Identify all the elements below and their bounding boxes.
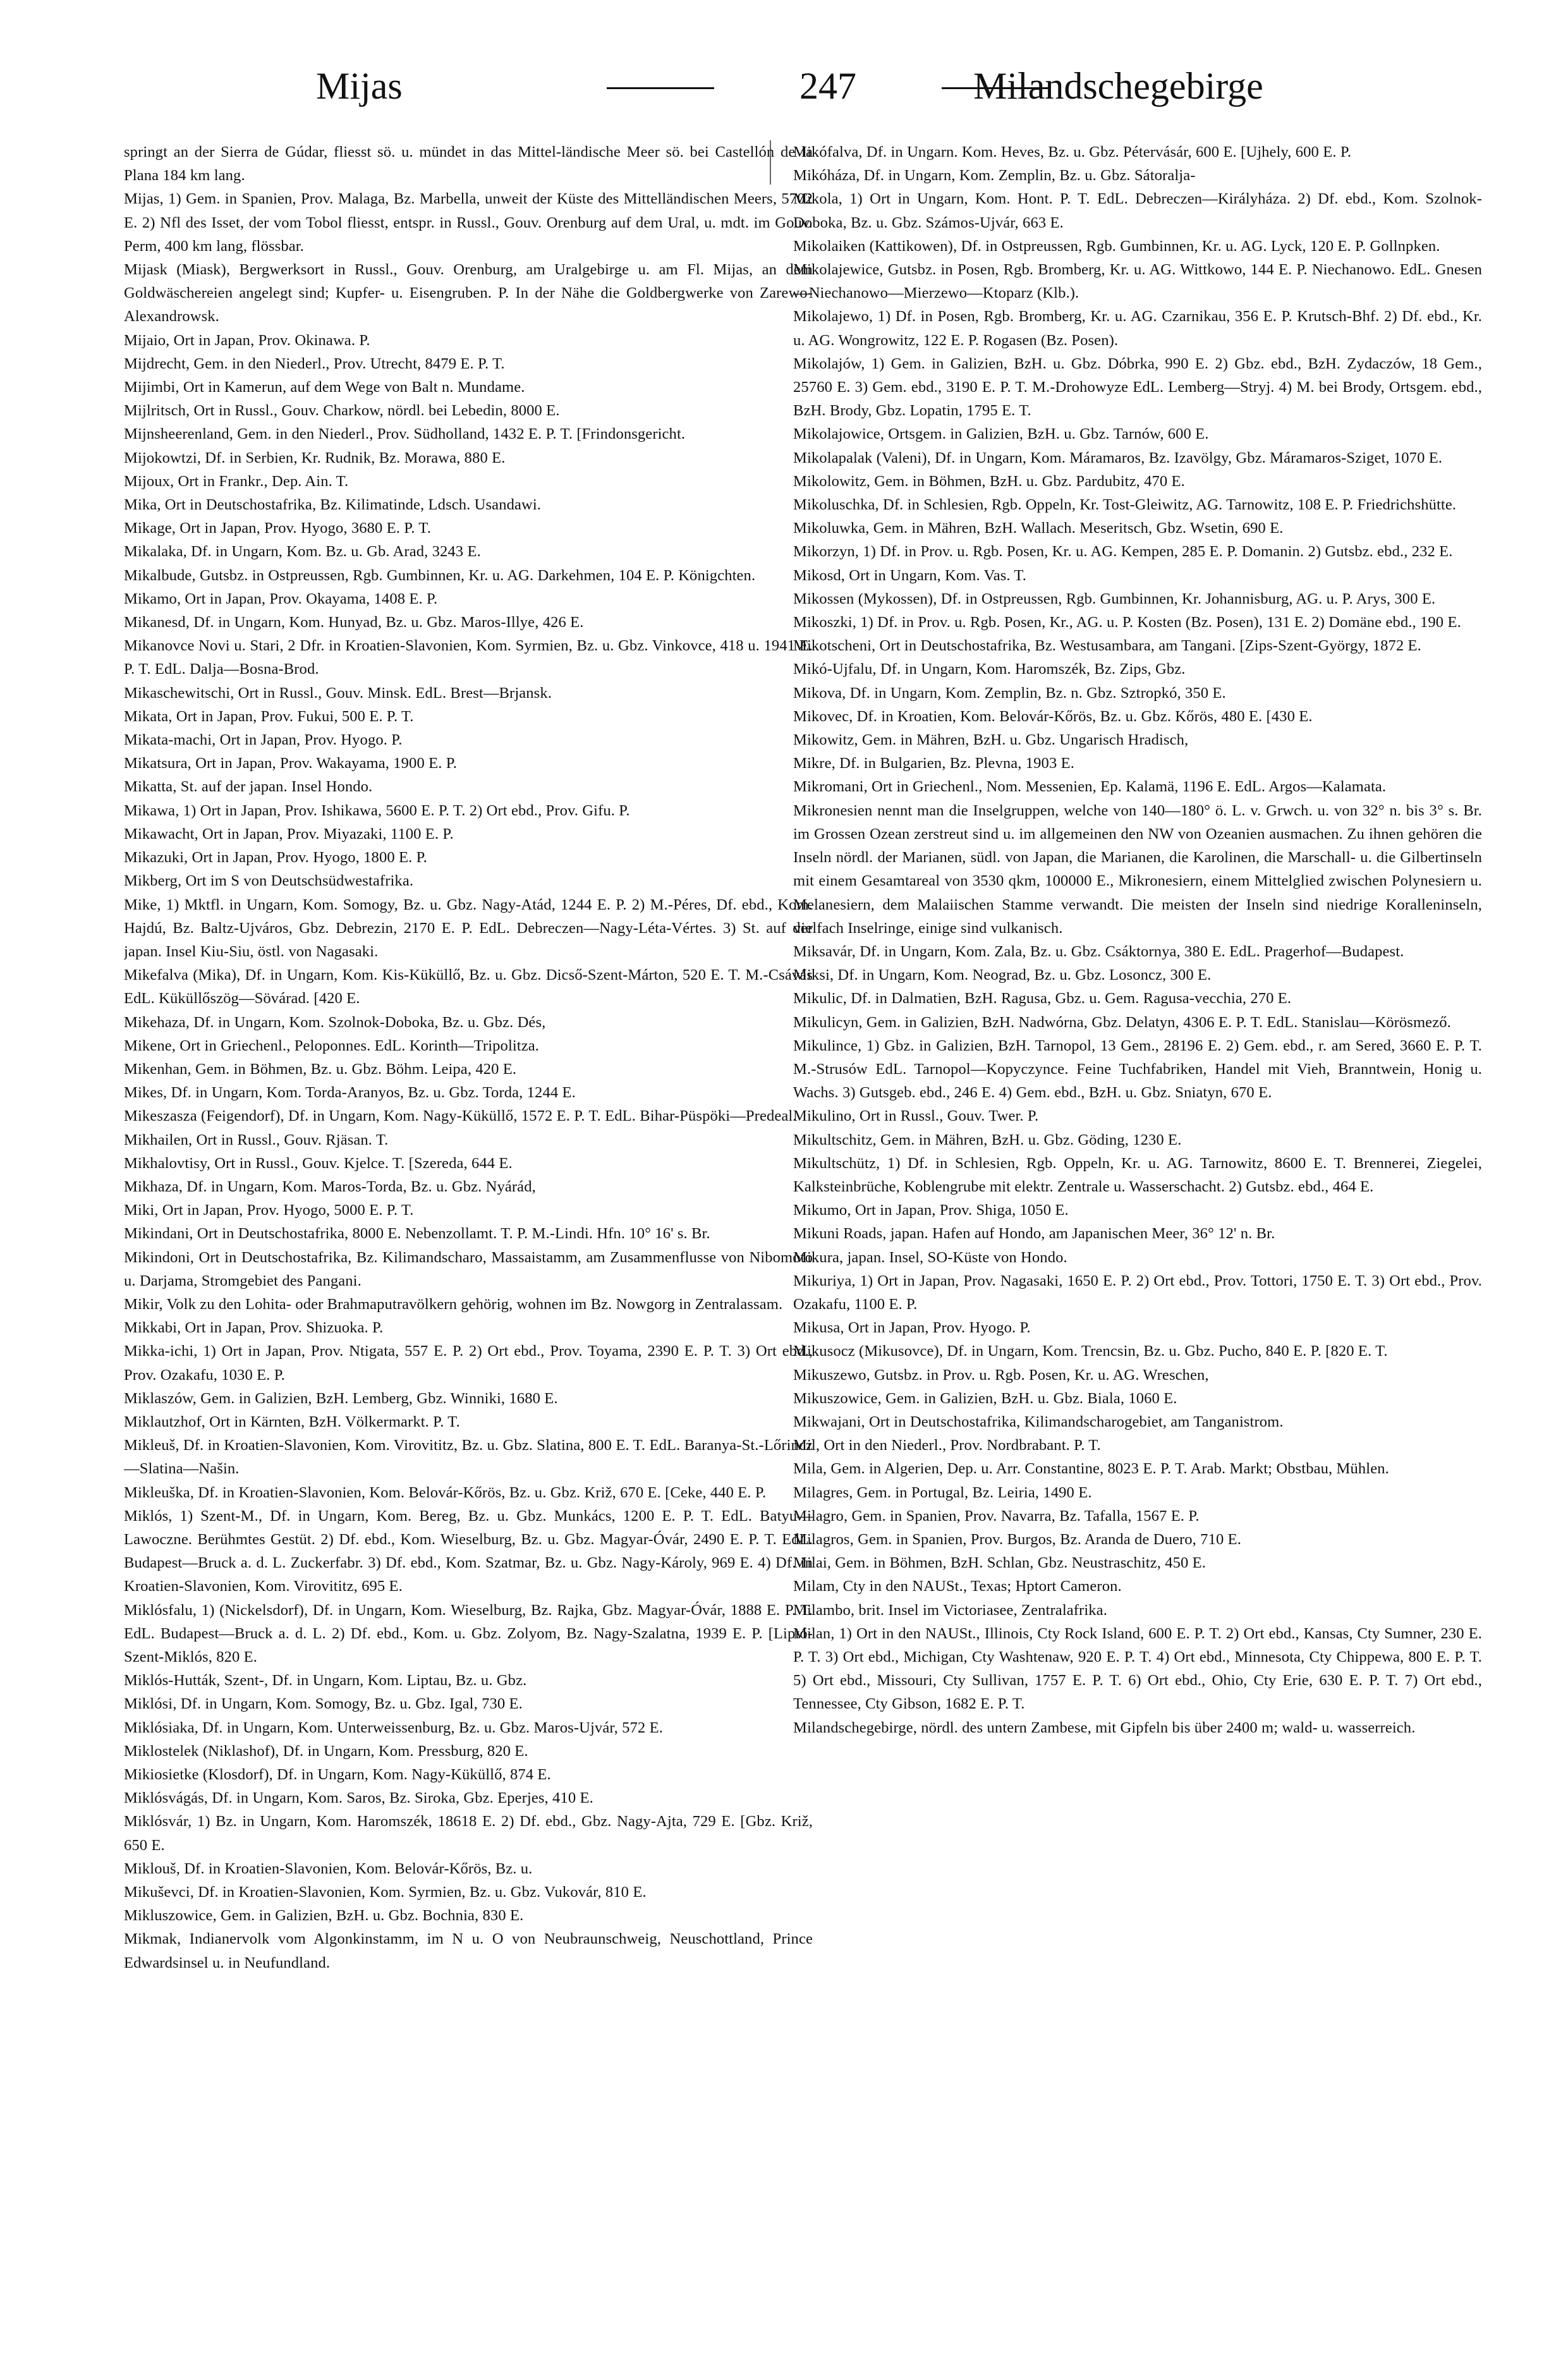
dictionary-entry: Mikossen (Mykossen), Df. in Ostpreussen, Rgb. Gumbinnen, Kr. Johannisburg, AG. u. P. Arys, 300 E. — [793, 590, 1436, 607]
dictionary-entry: Miklósvágás, Df. in Ungarn, Kom. Saros, Bz. Siroka, Gbz. Eperjes, 410 E. — [124, 1789, 593, 1807]
page-header — [76, 58, 1479, 115]
dictionary-entry: Mikusa, Ort in Japan, Prov. Hyogo. P. — [793, 1319, 1031, 1337]
dictionary-entry: Mikanesd, Df. in Ungarn, Kom. Hunyad, Bz. u. Gbz. Maros-Illye, 426 E. — [124, 614, 584, 631]
header-rule-left — [607, 87, 714, 89]
dictionary-entry: Mikosd, Ort in Ungarn, Kom. Vas. T. — [793, 566, 1026, 584]
dictionary-entry: Mikolapalak (Valeni), Df. in Ungarn, Kom. Máramaros, Bz. Izavölgy, Gbz. Máramaros-Sziget, 1070 E. — [793, 449, 1443, 466]
dictionary-entry: Mijnsheerenland, Gem. in den Niederl., Prov. Südholland, 1432 E. P. T. [Frindonsgericht. — [124, 425, 686, 443]
dictionary-entry: Mikófalva, Df. in Ungarn. Kom. Heves, Bz. u. Gbz. Pétervásár, 600 E. [Ujhely, 600 E. P. — [793, 143, 1352, 161]
dictionary-entry: Mikleuš, Df. in Kroatien-Slavonien, Kom. Virovititz, Bz. u. Gbz. Slatina, 800 E. T. EdL. Baranya-St.-Lőrincz—Slatina—Našin. — [124, 1437, 813, 1478]
dictionary-entry: Miksavár, Df. in Ungarn, Kom. Zala, Bz. u. Gbz. Csáktornya, 380 E. EdL. Pragerhof—Budapest. — [793, 942, 1404, 960]
dictionary-entry: Mikuševci, Df. in Kroatien-Slavonien, Kom. Syrmien, Bz. u. Gbz. Vukovár, 810 E. — [124, 1884, 647, 1901]
dictionary-entry: Mikuszewo, Gutsbz. in Prov. u. Rgb. Posen, Kr. u. AG. Wreschen, — [793, 1366, 1209, 1384]
dictionary-entry: Mikmak, Indianervolk vom Algonkinstamm, im N u. O von Neubraunschweig, Neuschottland, Prince Edwardsinsel u. in Neufundland. — [124, 1930, 813, 1971]
dictionary-entry: Mikuriya, 1) Ort in Japan, Prov. Nagasaki, 1650 E. P. 2) Ort ebd., Prov. Tottori, 1750 E. T. 3) Ort ebd., Prov. Ozakafu, 1100 E. P. — [793, 1272, 1482, 1313]
dictionary-entry: Mijask (Miask), Bergwerksort in Russl., Gouv. Orenburg, am Uralgebirge u. am Fl. Mijas, an dem Goldwäschereien angelegt sind; Kupfer- u. Eisengruben. P. In der Nähe die Goldbergwerke von Zarewo-Alexandrowsk. — [124, 261, 813, 326]
dictionary-entry: Miklós, 1) Szent-M., Df. in Ungarn, Kom. Bereg, Bz. u. Gbz. Munkács, 1200 E. P. T. EdL. Batyu—Lawoczne. Berühmtes Gestüt. 2) Df. ebd., Kom. Wieselburg, Bz. u. Gbz. Magyar-Óvár, 2490 E. P. T. EdL. Budapest—Bruck a. d. L. Zuckerfabr. 3) Df. ebd., Kom. Szatmar, Bz. u. Gbz. Nagy-Károly, 969 E. 4) Df. in Kroatien-Slavonien, Kom. Virovititz, 695 E. — [124, 1507, 813, 1595]
dictionary-entry: Mikulino, Ort in Russl., Gouv. Twer. P. — [793, 1107, 1039, 1125]
dictionary-entry: Mikulince, 1) Gbz. in Galizien, BzH. Tarnopol, 13 Gem., 28196 E. 2) Gem. ebd., r. am Sered, 3660 E. P. T. M.-Strusów EdL. Tarnopol—Kopyczynce. Feine Tuchfabriken, Handel mit Vieh, Branntwein, Honig u. Wachs. 3) Gutsgeb. ebd., 246 E. 4) Gem. ebd., BzH. u. Gbz. Sniatyn, 670 E. — [793, 1037, 1482, 1102]
dictionary-entry: Mikovec, Df. in Kroatien, Kom. Belovár-Kőrös, Bz. u. Gbz. Kőrös, 480 E. [430 E. — [793, 707, 1313, 725]
dictionary-entry: Miklósvár, 1) Bz. in Ungarn, Kom. Haromszék, 18618 E. 2) Df. ebd., Gbz. Nagy-Ajta, 729 E. [Gbz. Križ, 650 E. — [124, 1813, 813, 1854]
dictionary-entry: Mikatsura, Ort in Japan, Prov. Wakayama, 1900 E. P. — [124, 755, 458, 772]
dictionary-entry: Mikhailen, Ort in Russl., Gouv. Rjäsan. T. — [124, 1131, 389, 1148]
dictionary-entry: Mikeszasza (Feigendorf), Df. in Ungarn, Kom. Nagy-Küküllő, 1572 E. P. T. EdL. Bihar-Püspöki—Predeal. — [124, 1107, 797, 1125]
dictionary-entry: Mijdrecht, Gem. in den Niederl., Prov. Utrecht, 8479 E. P. T. — [124, 355, 505, 372]
dictionary-entry: Miklaszów, Gem. in Galizien, BzH. Lemberg, Gbz. Winniki, 1680 E. — [124, 1389, 558, 1407]
dictionary-entry: Mikóháza, Df. in Ungarn, Kom. Zemplin, Bz. u. Gbz. Sátoralja- — [793, 167, 1196, 185]
running-head-left: Mijas — [316, 65, 403, 107]
dictionary-entry: Mila, Gem. in Algerien, Dep. u. Arr. Constantine, 8023 E. P. T. Arab. Markt; Obstbau, Mühlen. — [793, 1460, 1389, 1478]
dictionary-entry: Mikberg, Ort im S von Deutschsüdwestafrika. — [124, 872, 414, 890]
dictionary-entry: Miki, Ort in Japan, Prov. Hyogo, 5000 E. P. T. — [124, 1202, 414, 1219]
dictionary-entry: Mijokowtzi, Df. in Serbien, Kr. Rudnik, Bz. Morawa, 880 E. — [124, 449, 506, 466]
dictionary-entry: Mikefalva (Mika), Df. in Ungarn, Kom. Kis-Küküllő, Bz. u. Gbz. Dicső-Szent-Márton, 520 E. T. M.-Csávás EdL. Küküllőszög—Sövárad. [420 E. — [124, 966, 813, 1008]
dictionary-entry: Milagros, Gem. in Spanien, Prov. Burgos, Bz. Aranda de Duero, 710 E. — [793, 1530, 1241, 1548]
dictionary-entry: Milai, Gem. in Böhmen, BzH. Schlan, Gbz. Neustraschitz, 450 E. — [793, 1554, 1206, 1572]
dictionary-entry: Mikata-machi, Ort in Japan, Prov. Hyogo. P. — [124, 731, 403, 749]
dictionary-entry: Mikkabi, Ort in Japan, Prov. Shizuoka. P. — [124, 1319, 384, 1337]
dictionary-entry: Mike, 1) Mktfl. in Ungarn, Kom. Somogy, Bz. u. Gbz. Nagy-Atád, 1244 E. P. 2) M.-Péres, Df. ebd., Kom. Hajdú, Bz. Baltz-Ujváros, Gbz. Debrezin, 2170 E. P. EdL. Debreczen—Nagy-Léta-Vértes. 3) St. auf der japan. Insel Kiu-Siu, östl. von Nagasaki. — [124, 896, 813, 960]
dictionary-entry: Milagres, Gem. in Portugal, Bz. Leiria, 1490 E. — [793, 1483, 1092, 1501]
dictionary-entry: Mikhaza, Df. in Ungarn, Kom. Maros-Torda, Bz. u. Gbz. Nyárád, — [124, 1178, 536, 1195]
dictionary-entry: Mikumo, Ort in Japan, Prov. Shiga, 1050 E. — [793, 1202, 1069, 1219]
dictionary-entry: Mikowitz, Gem. in Mähren, BzH. u. Gbz. Ungarisch Hradisch, — [793, 731, 1189, 749]
dictionary-entry: Milam, Cty in den NAUSt., Texas; Hptort Cameron. — [793, 1578, 1122, 1595]
dictionary-entry: Mikatta, St. auf der japan. Insel Hondo. — [124, 778, 373, 796]
dictionary-entry: Mikalaka, Df. in Ungarn, Kom. Bz. u. Gb. Arad, 3243 E. — [124, 543, 481, 561]
dictionary-entry: Mikleuška, Df. in Kroatien-Slavonien, Kom. Belovár-Kőrös, Bz. u. Gbz. Križ, 670 E. [Ceke, 440 E. P. — [124, 1483, 767, 1501]
dictionary-entry: Mikindoni, Ort in Deutschostafrika, Bz. Kilimandscharo, Massaistamm, am Zusammenflusse von Nibomoto u. Darjama, Stromgebiet des Pangani. — [124, 1248, 813, 1289]
dictionary-entry: Mikene, Ort in Griechenl., Peloponnes. EdL. Korinth—Tripolitza. — [124, 1037, 540, 1054]
dictionary-entry: Mikó-Ujfalu, Df. in Ungarn, Kom. Haromszék, Bz. Zips, Gbz. — [793, 661, 1186, 678]
dictionary-entry: Mikalbude, Gutsbz. in Ostpreussen, Rgb. Gumbinnen, Kr. u. AG. Darkehmen, 104 E. P. Königchten. — [124, 566, 756, 584]
dictionary-entry: Milagro, Gem. in Spanien, Prov. Navarra, Bz. Tafalla, 1567 E. P. — [793, 1507, 1200, 1525]
dictionary-entry: Mil, Ort in den Niederl., Prov. Nordbrabant. P. T. — [793, 1437, 1101, 1454]
dictionary-entry: Mikolajowice, Ortsgem. in Galizien, BzH. u. Gbz. Tarnów, 600 E. — [793, 425, 1209, 443]
dictionary-entry: Mikaschewitschi, Ort in Russl., Gouv. Minsk. EdL. Brest—Brjansk. — [124, 684, 552, 702]
page-number: 247 — [799, 65, 856, 107]
dictionary-entry: Mikulicyn, Gem. in Galizien, BzH. Nadwórna, Gbz. Delatyn, 4306 E. P. T. EdL. Stanislau—Körösmező. — [793, 1013, 1451, 1031]
dictionary-entry: Mika, Ort in Deutschostafrika, Bz. Kilimatinde, Ldsch. Usandawi. — [124, 496, 542, 514]
dictionary-entry: Mikola, 1) Ort in Ungarn, Kom. Hont. P. T. EdL. Debreczen—Királyháza. 2) Df. ebd., Kom. Szolnok-Doboka, Bz. u. Gbz. Számos-Ujvár, 663 E. — [793, 190, 1482, 231]
dictionary-entry: Mikultschitz, Gem. in Mähren, BzH. u. Gbz. Göding, 1230 E. — [793, 1131, 1182, 1148]
dictionary-entry: Mikusocz (Mikusovce), Df. in Ungarn, Kom. Trencsin, Bz. u. Gbz. Pucho, 840 E. P. [820 E. T. — [793, 1343, 1388, 1360]
dictionary-entry: Mikwajani, Ort in Deutschostafrika, Kilimandscharogebiet, am Tanganistrom. — [793, 1413, 1284, 1430]
dictionary-entry: Mikindani, Ort in Deutschostafrika, 8000 E. Nebenzollamt. T. P. M.-Lindi. Hfn. 10° 16' s. Br. — [124, 1225, 710, 1243]
dictionary-entry: Mikanovce Novi u. Stari, 2 Dfr. in Kroatien-Slavonien, Kom. Syrmien, Bz. u. Gbz. Vinkovce, 418 u. 1941 E. P. T. EdL. Dalja—Bosna-Brod. — [124, 637, 813, 678]
dictionary-entry: Miklósi, Df. in Ungarn, Kom. Somogy, Bz. u. Gbz. Igal, 730 E. — [124, 1695, 523, 1713]
dictionary-entry: Mikolajów, 1) Gem. in Galizien, BzH. u. Gbz. Dóbrka, 990 E. 2) Gbz. ebd., BzH. Zydaczów, 18 Gem., 25760 E. 3) Gem. ebd., 3190 E. P. T. M.-Drohowyze EdL. Lemberg—Stryj. 4) M. bei Brody, Ortsgem. ebd., BzH. Brody, Gbz. Lopatin, 1795 E. T. — [793, 355, 1482, 420]
dictionary-entry: Milan, 1) Ort in den NAUSt., Illinois, Cty Rock Island, 600 E. P. T. 2) Ort ebd., Kansas, Cty Sumner, 230 E. P. T. 3) Ort ebd., Michigan, Cty Washtenaw, 920 E. P. T. 4) Ort ebd., Minnesota, Cty Chippewa, 800 E. P. T. 5) Ort ebd., Missouri, Cty Sullivan, 1757 E. P. T. 6) Ort ebd., Ohio, Cty Erie, 630 E. P. T. 7) Ort ebd., Tennessee, Cty Gibson, 1682 E. P. T. — [793, 1624, 1482, 1713]
dictionary-entry: Miklós-Hutták, Szent-, Df. in Ungarn, Kom. Liptau, Bz. u. Gbz. — [124, 1672, 527, 1690]
dictionary-entry: Miklouš, Df. in Kroatien-Slavonien, Kom. Belovár-Kőrös, Bz. u. — [124, 1860, 533, 1877]
dictionary-entry: Mikir, Volk zu den Lohita- oder Brahmaputravölkern gehörig, wohnen im Bz. Nowgorg in Zentralassam. — [124, 1295, 783, 1313]
dictionary-entry: Mijimbi, Ort in Kamerun, auf dem Wege von Balt n. Mundame. — [124, 379, 525, 396]
dictionary-entry: Miklautzhof, Ort in Kärnten, BzH. Völkermarkt. P. T. — [124, 1413, 460, 1430]
dictionary-entry: Mijaio, Ort in Japan, Prov. Okinawa. P. — [124, 331, 370, 349]
dictionary-entry: Mikluszowice, Gem. in Galizien, BzH. u. Gbz. Bochnia, 830 E. — [124, 1907, 524, 1925]
dictionary-entry: Mikenhan, Gem. in Böhmen, Bz. u. Gbz. Böhm. Leipa, 420 E. — [124, 1060, 517, 1078]
dictionary-entry: Mikamo, Ort in Japan, Prov. Okayama, 1408 E. P. — [124, 590, 438, 607]
dictionary-entry: Mikoluschka, Df. in Schlesien, Rgb. Oppeln, Kr. Tost-Gleiwitz, AG. Tarnowitz, 108 E. P. Friedrichshütte. — [793, 496, 1457, 514]
dictionary-entry: Mikage, Ort in Japan, Prov. Hyogo, 3680 E. P. T. — [124, 520, 431, 537]
dictionary-entry: Mikiosietke (Klosdorf), Df. in Ungarn, Kom. Nagy-Küküllő, 874 E. — [124, 1766, 551, 1784]
right-column — [793, 140, 1482, 2277]
dictionary-entry: Miklósfalu, 1) (Nickelsdorf), Df. in Ungarn, Kom. Wieselburg, Bz. Rajka, Gbz. Magyar-Óvár, 1888 E. P. T. EdL. Budapest—Bruck a. d. L. 2) Df. ebd., Kom. u. Gbz. Zolyom, Bz. Nagy-Szalatna, 1939 E. P. [Liptó-Szent-Miklós, 820 E. — [124, 1601, 813, 1666]
dictionary-entry: Mikronesien nennt man die Inselgruppen, welche von 140—180° ö. L. v. Grwch. u. von 32° n. bis 3° s. Br. im Grossen Ozean zerstreut sind u. im allgemeinen den NW von Ozeanien ausmachen. Zu ihnen gehören die Inseln nördl. der Marianen, südl. von Japan, die Marianen, die Karolinen, die Marschall- u. die Gilbertinseln mit einem Gesamtareal von 3530 qkm, 100000 E., Mikronesiern, einem Mittelglied zwischen Polynesiern u. Melanesiern, dem Malaiischen Stamme verwandt. Die meisten der Inseln sind niedrige Koralleninseln, vielfach Inselringe, einige sind vulkanisch. — [793, 801, 1482, 937]
running-head-right: Milandschegebirge — [973, 65, 1263, 107]
dictionary-entry: Mikolowitz, Gem. in Böhmen, BzH. u. Gbz. Pardubitz, 470 E. — [793, 472, 1185, 490]
dictionary-entry: Milambo, brit. Insel im Victoriasee, Zentralafrika. — [793, 1601, 1107, 1619]
dictionary-entry: Mikorzyn, 1) Df. in Prov. u. Rgb. Posen, Kr. u. AG. Kempen, 285 E. P. Domanin. 2) Gutsbz. ebd., 232 E. — [793, 543, 1453, 561]
dictionary-entry: Mijas, 1) Gem. in Spanien, Prov. Malaga, Bz. Marbella, unweit der Küste des Mittelländischen Meers, 5702 E. 2) Nfl des Isset, der vom Tobol fliesst, entspr. in Russl., Gouv. Orenburg auf dem Ural, u. mdt. im Gouv. Perm, 400 km lang, flössbar. — [124, 190, 813, 255]
dictionary-entry: Mikulic, Df. in Dalmatien, BzH. Ragusa, Gbz. u. Gem. Ragusa-vecchia, 270 E. — [793, 990, 1292, 1008]
dictionary-entry: Mikolajewice, Gutsbz. in Posen, Rgb. Bromberg, Kr. u. AG. Wittkowo, 144 E. P. Niechanowo. EdL. Gnesen—Niechanowo—Mierzewo—Ktoparz (Klb.). — [793, 261, 1482, 302]
dictionary-entry: Mikre, Df. in Bulgarien, Bz. Plevna, 1903 E. — [793, 755, 1074, 772]
dictionary-entry: Mikova, Df. in Ungarn, Kom. Zemplin, Bz. n. Gbz. Sztropkó, 350 E. — [793, 684, 1226, 702]
dictionary-entry: Mikolajewo, 1) Df. in Posen, Rgb. Bromberg, Kr. u. AG. Czarnikau, 356 E. P. Krutsch-Bhf. 2) Df. ebd., Kr. u. AG. Wongrowitz, 122 E. P. Rogasen (Bz. Posen). — [793, 308, 1482, 349]
dictionary-entry: Mijoux, Ort in Frankr., Dep. Ain. T. — [124, 472, 349, 490]
dictionary-entry: Mikuni Roads, japan. Hafen auf Hondo, am Japanischen Meer, 36° 12' n. Br. — [793, 1225, 1275, 1243]
dictionary-entry: Mikawa, 1) Ort in Japan, Prov. Ishikawa, 5600 E. P. T. 2) Ort ebd., Prov. Gifu. P. — [124, 801, 630, 819]
dictionary-entry: Mikultschütz, 1) Df. in Schlesien, Rgb. Oppeln, Kr. u. AG. Tarnowitz, 8600 E. T. Brennerei, Ziegelei, Kalksteinbrüche, Koblengrube mit elektr. Zentrale u. Wasserschacht. 2) Gutsbz. ebd., 464 E. — [793, 1154, 1482, 1195]
dictionary-entry: Mikes, Df. in Ungarn, Kom. Torda-Aranyos, Bz. u. Gbz. Torda, 1244 E. — [124, 1084, 576, 1102]
dictionary-entry: Mikromani, Ort in Griechenl., Nom. Messenien, Ep. Kalamä, 1196 E. EdL. Argos—Kalamata. — [793, 778, 1387, 796]
dictionary-entry: Mikka-ichi, 1) Ort in Japan, Prov. Ntigata, 557 E. P. 2) Ort ebd., Prov. Toyama, 2390 E. P. T. 3) Ort ebd., Prov. Ozakafu, 1030 E. P. — [124, 1343, 813, 1384]
dictionary-entry: Miklostelek (Niklashof), Df. in Ungarn, Kom. Pressburg, 820 E. — [124, 1742, 528, 1760]
dictionary-entry: Miklósiaka, Df. in Ungarn, Kom. Unterweissenburg, Bz. u. Gbz. Maros-Ujvár, 572 E. — [124, 1719, 663, 1736]
dictionary-entry: Mikhalovtisy, Ort in Russl., Gouv. Kjelce. T. [Szereda, 644 E. — [124, 1154, 513, 1172]
dictionary-entry: Milandschegebirge, nördl. des untern Zambese, mit Gipfeln bis über 2400 m; wald- u. wasserreich. — [793, 1719, 1416, 1736]
dictionary-entry: Miksi, Df. in Ungarn, Kom. Neograd, Bz. u. Gbz. Losoncz, 300 E. — [793, 966, 1212, 984]
dictionary-entry: Mikotscheni, Ort in Deutschostafrika, Bz. Westusambara, am Tangani. [Zips-Szent-György, 1872 E. — [793, 637, 1421, 655]
dictionary-entry: Mikehaza, Df. in Ungarn, Kom. Szolnok-Doboka, Bz. u. Gbz. Dés, — [124, 1013, 546, 1031]
dictionary-entry: Mikura, japan. Insel, SO-Küste von Hondo. — [793, 1248, 1067, 1266]
dictionary-entry: Mikazuki, Ort in Japan, Prov. Hyogo, 1800 E. P. — [124, 849, 427, 867]
dictionary-entry: Mikoluwka, Gem. in Mähren, BzH. Wallach. Meseritsch, Gbz. Wsetin, 690 E. — [793, 520, 1284, 537]
dictionary-entry: Mikolaiken (Kattikowen), Df. in Ostpreussen, Rgb. Gumbinnen, Kr. u. AG. Lyck, 120 E. P. Gollnpken. — [793, 237, 1440, 255]
left-column — [124, 140, 813, 2277]
dictionary-entry: Mikuszowice, Gem. in Galizien, BzH. u. Gbz. Biala, 1060 E. — [793, 1389, 1177, 1407]
dictionary-entry: Mikoszki, 1) Df. in Prov. u. Rgb. Posen, Kr., AG. u. P. Kosten (Bz. Posen), 131 E. 2) Domäne ebd., 190 E. — [793, 614, 1461, 631]
dictionary-entry: Mikata, Ort in Japan, Prov. Fukui, 500 E. P. T. — [124, 707, 414, 725]
dictionary-entry: springt an der Sierra de Gúdar, fliesst sö. u. mündet in das Mittel-ländische Meer sö. bei Castellón de la Plana 184 km lang. — [124, 143, 813, 185]
dictionary-entry: Mikawacht, Ort in Japan, Prov. Miyazaki, 1100 E. P. — [124, 825, 454, 843]
dictionary-entry: Mijlritsch, Ort in Russl., Gouv. Charkow, nördl. bei Lebedin, 8000 E. — [124, 402, 560, 420]
